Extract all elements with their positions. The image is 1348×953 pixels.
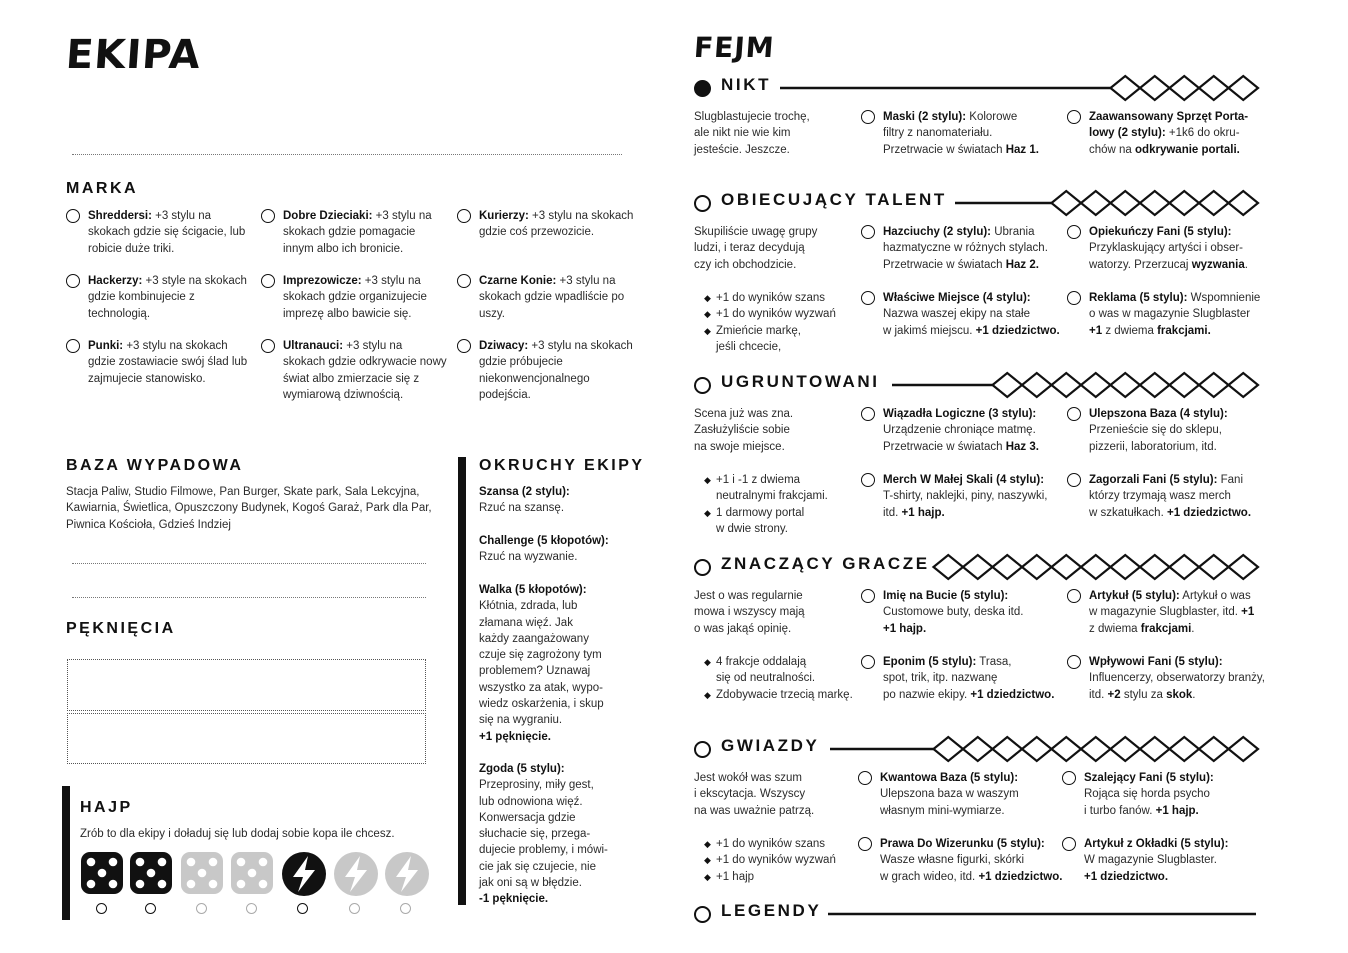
marka-option[interactable] (66, 338, 252, 387)
hajp-bolt-icon (333, 851, 379, 902)
marka-name: Shreddersi: (88, 210, 152, 222)
okruchy-effect: -1 pęknięcie. (479, 893, 549, 906)
marka-name: Dziwacy: (479, 340, 529, 352)
perk-checkbox[interactable] (861, 291, 875, 305)
perk-checkbox[interactable] (1067, 473, 1081, 487)
perk-text: Wspomnienie (1187, 292, 1261, 304)
marka-option[interactable] (457, 273, 635, 322)
okruchy-heading: OKRUCHY EKIPY (479, 457, 645, 474)
page-title-ekipa: EKIPA (64, 32, 203, 78)
tier-bullet: ◆ +1 do wyników wyzwań (704, 306, 836, 322)
perk-text: T-shirty, naklejki, piny, naszywki, (883, 490, 1048, 503)
perk-text: Kolorowe (966, 111, 1018, 123)
tier-bullet: ◆ Zdobywacie trzecią markę. (704, 687, 853, 703)
tier-bullet: ◆ +1 do wyników wyzwań (704, 852, 836, 868)
tier-bullets (704, 836, 836, 885)
okruchy-line: Rzuć na wyzwanie. (479, 551, 578, 564)
tier-description (694, 109, 810, 158)
checkbox-circle[interactable] (261, 274, 275, 288)
fame-perk[interactable] (1067, 224, 1292, 273)
perk-text: Influencerzy, obserwatorzy branży, (1089, 672, 1265, 685)
tier-marker[interactable] (694, 80, 711, 97)
perk-text: po nazwie ekipy. (883, 688, 971, 701)
perk-checkbox[interactable] (858, 837, 872, 851)
perk-bold: +1 dziedzictwo. (978, 870, 1063, 883)
perk-checkbox[interactable] (861, 473, 875, 487)
perk-checkbox[interactable] (1067, 589, 1081, 603)
perk-text: . (1244, 258, 1248, 271)
hajp-die-icon (129, 851, 173, 900)
perk-bold: lowy (2 stylu): (1089, 127, 1166, 140)
okruchy-line: problemem? Uznawaj (479, 665, 591, 678)
pekniecia-box-1[interactable] (67, 659, 426, 711)
hajp-die-icon (80, 851, 124, 900)
marka-name: Hackerzy: (88, 275, 143, 287)
checkbox-circle[interactable] (261, 339, 275, 353)
perk-text: Artykuł o was (1179, 590, 1251, 602)
pekniecia-box-2[interactable] (67, 713, 426, 764)
tier-desc-line: ale nikt nie wie kim (694, 127, 791, 140)
tier-marker[interactable] (694, 741, 711, 758)
fame-perk[interactable] (861, 224, 1086, 273)
perk-name: Opiekuńczy Fani (5 stylu): (1089, 226, 1232, 238)
hajp-checkbox[interactable] (145, 903, 156, 914)
pekniecia-heading: PĘKNIĘCIA (66, 620, 176, 637)
perk-text: w grach wideo, itd. (880, 870, 979, 883)
page-title-fejm: FEJM (692, 31, 776, 64)
tier-header (694, 900, 1278, 928)
okruchy-line: złamana więź. Jak (479, 616, 573, 629)
hajp-checkbox[interactable] (349, 903, 360, 914)
fame-perk[interactable] (1067, 588, 1292, 637)
okruchy-line: dujecie problemy, i mówi- (479, 844, 608, 857)
tier-name: GWIAZDY (721, 736, 820, 755)
okruchy-line: lub odnowiona więź. (479, 795, 583, 808)
perk-checkbox[interactable] (861, 110, 875, 124)
checkbox-circle[interactable] (457, 274, 471, 288)
perk-text: chów na (1089, 143, 1136, 156)
perk-bold: +1 dziedzictwo. (975, 324, 1060, 337)
perk-name: Merch W Małej Skali (4 stylu): (883, 474, 1045, 486)
perk-bold: Haz 1. (1005, 143, 1039, 156)
okruchy-title: Walka (5 kłopotów): (479, 584, 587, 596)
fame-perk[interactable] (861, 472, 1086, 521)
hajp-checkbox[interactable] (297, 903, 308, 914)
perk-text: hazmatyczne w różnych stylach. (883, 242, 1048, 255)
tier-bullet: ◆ +1 i -1 z dwiema (704, 472, 828, 488)
perk-text: Nazwa waszej ekipy na stałe (883, 308, 1031, 321)
tier-name: NIKT (721, 75, 772, 94)
perk-checkbox[interactable] (1067, 110, 1081, 124)
perk-text: +1k6 do okru- (1165, 127, 1240, 140)
tier-desc-line: Slugblastujecie trochę, (694, 111, 810, 123)
okruchy-effect: +1 pęknięcie. (479, 730, 551, 743)
marka-desc: +3 stylu na skokach gdzie organizujecie imprezę albo bawicie się. (283, 275, 427, 320)
tier-desc-line: czy ich obchodzicie. (694, 258, 797, 271)
tier-desc-line: mowa i wszyscy mają (694, 606, 805, 619)
tier-marker[interactable] (694, 559, 711, 576)
okruchy-line: słuchacie się, przega- (479, 828, 591, 841)
perk-bold: odkrywanie portali. (1135, 143, 1240, 156)
tier-name: OBIECUJĄCY TALENT (721, 190, 947, 209)
perk-checkbox[interactable] (858, 771, 872, 785)
marka-option[interactable] (66, 208, 252, 257)
marka-name: Punki: (88, 340, 124, 352)
checkbox-circle[interactable] (457, 339, 471, 353)
fame-perk[interactable] (858, 770, 1083, 819)
okruchy-item (479, 533, 639, 566)
perk-bold: +1 hajp. (1155, 804, 1199, 817)
perk-text: Fani (1217, 474, 1244, 486)
marka-option[interactable] (261, 208, 447, 257)
okruchy-title: Zgoda (5 stylu): (479, 763, 565, 775)
hajp-heading: HAJP (80, 799, 133, 816)
tier-bullet-cont: się od neutralności. (716, 672, 816, 685)
perk-name: Ulepszona Baza (4 stylu): (1089, 408, 1228, 420)
marka-desc: +3 style na skokach gdzie kombinujecie z technologią. (88, 275, 247, 320)
tier-bullet-cont: w dwie strony. (716, 522, 789, 535)
perk-checkbox[interactable] (1062, 771, 1076, 785)
marka-option[interactable] (457, 338, 635, 403)
perk-text: . (1192, 688, 1196, 701)
tier-name: ZNACZĄCY GRACZE (721, 554, 930, 573)
marka-desc: +3 stylu na skokach gdzie coś przewozicie. (479, 210, 634, 239)
perk-name: Artykuł (5 stylu): (1089, 590, 1180, 602)
tier-desc-line: Jest wokół was szum (694, 772, 803, 784)
perk-bold: +2 (1107, 688, 1121, 701)
fame-perk[interactable] (1067, 109, 1292, 158)
tier-bullet: ◆ +1 do wyników szans (704, 836, 836, 852)
okruchy-line: Przeprosiny, miły gest, (479, 779, 594, 792)
perk-bold: +1 (1241, 606, 1255, 619)
marka-desc: +3 stylu na skokach gdzie zostawiacie swój ślad lub zajmujecie stanowisko. (88, 340, 248, 385)
okruchy-bar (458, 457, 466, 905)
marka-option[interactable] (66, 273, 252, 322)
tier-description (694, 406, 793, 455)
tier-header (694, 553, 1278, 581)
okruchy-line: Konwersacja gdzie (479, 811, 576, 824)
tier-header (694, 189, 1278, 217)
crew-name-line[interactable] (72, 154, 622, 155)
tier-bullet-cont: neutralnymi frakcjami. (716, 490, 828, 503)
perk-text: filtry z nanomateriału. (883, 127, 993, 140)
perk-text: Ubrania (991, 226, 1035, 238)
perk-text: Przetrwacie w światach (883, 258, 1006, 271)
perk-text: Przetrwacie w światach (883, 440, 1006, 453)
tier-bullet: ◆ Zmieńcie markę, (704, 323, 836, 339)
marka-option[interactable] (261, 273, 447, 322)
baza-line-1[interactable] (72, 563, 426, 564)
okruchy-line: wiedz oskarżenia, i skup (479, 698, 604, 711)
okruchy-item (479, 484, 639, 517)
marka-desc: +3 stylu na skokach gdzie próbujecie niekonwencjonalnego podejścia. (479, 340, 633, 401)
tier-desc-line: Scena już was zna. (694, 408, 794, 420)
perk-bold: frakcjami (1140, 622, 1192, 635)
checkbox-circle[interactable] (66, 274, 80, 288)
hajp-die-icon (230, 851, 274, 900)
perk-text: . (1191, 622, 1195, 635)
perk-text: o was w magazynie Slugblaster (1089, 308, 1251, 321)
tier-name: LEGENDY (721, 901, 822, 920)
tier-bullets (704, 472, 828, 537)
marka-name: Czarne Konie: (479, 275, 557, 287)
perk-name: Eponim (5 stylu): (883, 656, 977, 668)
marka-heading: MARKA (66, 180, 139, 197)
hajp-bar (62, 786, 70, 920)
perk-text: pizzerii, laboratorium, itd. (1089, 440, 1217, 453)
perk-name: Właściwe Miejsce (4 stylu): (883, 292, 1031, 304)
perk-name: Maski (2 stylu): (883, 111, 967, 123)
perk-checkbox[interactable] (861, 655, 875, 669)
tier-desc-line: na was uważnie patrzą. (694, 804, 815, 817)
baza-line-2[interactable] (72, 597, 426, 598)
tier-marker[interactable] (694, 195, 711, 212)
perk-checkbox[interactable] (861, 407, 875, 421)
tier-bullets (704, 290, 836, 355)
tier-desc-line: Zasłużyliście sobie (694, 424, 790, 437)
perk-text: watorzy. Przerzucaj (1089, 258, 1192, 271)
marka-name: Kurierzy: (479, 210, 529, 222)
tier-bullet: ◆ +1 do wyników szans (704, 290, 836, 306)
perk-name: Zaawansowany Sprzęt Porta- (1089, 111, 1249, 123)
tier-desc-line: i ekscytacja. Wszyscy (694, 788, 806, 801)
perk-text: własnym mini-wymiarze. (880, 804, 1005, 817)
perk-bold: +1 dziedzictwo. (970, 688, 1055, 701)
tier-name: UGRUNTOWANI (721, 372, 880, 391)
perk-text: itd. (1089, 688, 1108, 701)
perk-bold: Haz 3. (1005, 440, 1039, 453)
perk-bold: Haz 2. (1005, 258, 1039, 271)
fame-perk[interactable] (1062, 836, 1287, 885)
tier-bullet: ◆ +1 hajp (704, 869, 836, 885)
okruchy-title: Challenge (5 kłopotów): (479, 535, 609, 547)
perk-checkbox[interactable] (1062, 837, 1076, 851)
okruchy-line: jak oni są w błędzie. (479, 877, 582, 890)
perk-text: Trasa, (976, 656, 1012, 668)
baza-text: Stacja Paliw, Studio Filmowe, Pan Burger, Skate park, Sala Lekcyjna, Kawiarnia, Świetlica, Opuszczony Budynek, Kogoś Garaż, Park dla Par, Piwnica Kościoła, Gdzieś Indziej (66, 486, 432, 531)
perk-checkbox[interactable] (1067, 655, 1081, 669)
okruchy-line: Rzuć na szansę. (479, 502, 565, 515)
perk-name: Szalejący Fani (5 stylu): (1084, 772, 1214, 784)
checkbox-circle[interactable] (457, 209, 471, 223)
tier-header (694, 74, 1278, 102)
perk-text: z dwiema (1102, 324, 1158, 337)
perk-text: w szkatułkach. (1089, 506, 1167, 519)
tier-desc-line: o was jakąś opinię. (694, 622, 792, 635)
perk-text: Wasze własne figurki, skórki (880, 854, 1025, 867)
marka-desc: +3 stylu na skokach gdzie wpadliście po uszy. (479, 275, 625, 320)
perk-name: Imię na Bucie (5 stylu): (883, 590, 1009, 602)
perk-checkbox[interactable] (861, 589, 875, 603)
perk-text: Urządzenie chroniące matmę. (883, 424, 1036, 437)
perk-text: w magazynie Slugblaster, itd. (1089, 606, 1242, 619)
marka-desc: +3 stylu na skokach gdzie odkrywacie nowy świat albo zmierzacie się z wymiarową dziwnością. (283, 340, 447, 401)
fame-perk[interactable] (1067, 406, 1292, 455)
fame-perk[interactable] (1067, 472, 1292, 521)
fame-perk[interactable] (858, 836, 1083, 885)
tier-bullets (704, 654, 853, 703)
perk-text: Przetrwacie w światach (883, 143, 1006, 156)
tier-header (694, 735, 1278, 763)
perk-bold: +1 hajp. (901, 506, 945, 519)
okruchy-title: Szansa (2 stylu): (479, 486, 570, 498)
fame-perk[interactable] (1067, 290, 1292, 339)
tier-marker[interactable] (694, 377, 711, 394)
perk-name: Wpływowi Fani (5 stylu): (1089, 656, 1223, 668)
perk-text: Przyklaskujący artyści i obser- (1089, 242, 1244, 255)
okruchy-line: czuje się zagrożony tym (479, 649, 602, 662)
perk-bold: +1 dziedzictwo. (1166, 506, 1252, 519)
hajp-checkbox[interactable] (400, 903, 411, 914)
tier-bullet: ◆ 4 frakcje oddalają (704, 654, 853, 670)
checkbox-circle[interactable] (66, 339, 80, 353)
checkbox-circle[interactable] (261, 209, 275, 223)
tier-desc-line: Skupiliście uwagę grupy (694, 226, 818, 238)
perk-name: Wiązadła Logiczne (3 stylu): (883, 408, 1037, 420)
perk-checkbox[interactable] (1067, 291, 1081, 305)
hajp-checkbox[interactable] (196, 903, 207, 914)
perk-bold: frakcjami. (1157, 324, 1211, 337)
fame-perk[interactable] (1062, 770, 1287, 819)
perk-text: i turbo fanów. (1084, 804, 1156, 817)
marka-name: Ultranauci: (283, 340, 344, 352)
perk-bold: +1 (1089, 324, 1103, 337)
tier-marker[interactable] (694, 906, 711, 923)
tier-desc-line: na swoje miejsce. (694, 440, 785, 453)
perk-text: itd. (883, 506, 902, 519)
perk-name: Zagorzali Fani (5 stylu): (1089, 474, 1218, 486)
perk-text: z dwiema (1089, 622, 1141, 635)
perk-name: Kwantowa Baza (5 stylu): (880, 772, 1019, 784)
tier-bullet-cont: jeśli chcecie, (716, 340, 782, 353)
okruchy-item (479, 761, 639, 908)
hajp-checkbox[interactable] (246, 903, 257, 914)
marka-option[interactable] (261, 338, 447, 403)
tier-description (694, 588, 805, 637)
perk-name: Hazciuchy (2 stylu): (883, 226, 991, 238)
tier-description (694, 770, 814, 819)
okruchy-line: się na wygraniu. (479, 714, 563, 727)
tier-desc-line: Jest o was regularnie (694, 590, 803, 602)
baza-heading: BAZA WYPADOWA (66, 457, 244, 474)
perk-text: Przenieście się do sklepu, (1089, 424, 1222, 437)
okruchy-line: każdy zaangażowany (479, 632, 589, 645)
perk-name: Reklama (5 stylu): (1089, 292, 1188, 304)
okruchy-line: wszystko za atak, wypo- (479, 681, 603, 694)
marka-name: Dobre Dzieciaki: (283, 210, 373, 222)
perk-text: Ulepszona baza w waszym (880, 788, 1019, 801)
perk-text: stylu za (1120, 688, 1167, 701)
perk-name: Prawa Do Wizerunku (5 stylu): (880, 838, 1045, 850)
marka-desc: +3 stylu na skokach gdzie się ścigacie, lub robicie duże triki. (88, 210, 246, 255)
perk-text: w jakimś miejscu. (883, 324, 976, 337)
perk-bold: +1 dziedzictwo. (1084, 870, 1169, 883)
tier-desc-line: ludzi, i teraz decydują (694, 242, 805, 255)
fame-perk[interactable] (861, 588, 1086, 637)
tier-description (694, 224, 817, 273)
perk-bold: skok (1166, 688, 1193, 701)
okruchy-item (479, 582, 639, 745)
perk-text: W magazynie Slugblaster. (1084, 854, 1217, 867)
perk-checkbox[interactable] (861, 225, 875, 239)
hajp-bolt-icon (384, 851, 430, 902)
tier-bullet: ◆ 1 darmowy portal (704, 505, 828, 521)
perk-checkbox[interactable] (1067, 407, 1081, 421)
checkbox-circle[interactable] (66, 209, 80, 223)
okruchy-line: cie jak się czujecie, nie (479, 860, 596, 873)
perk-text: Rojąca się horda psycho (1084, 788, 1210, 801)
perk-text: spot, trik, itp. nazwanę (883, 672, 998, 685)
hajp-text: Zrób to dla ekipy i doładuj się lub dodaj sobie kopa ile chcesz. (80, 828, 395, 840)
marka-desc: +3 stylu na skokach gdzie pomagacie innym albo ich bronicie. (283, 210, 432, 255)
perk-bold: +1 hajp. (883, 622, 927, 635)
perk-text: Customowe buty, deska itd. (883, 606, 1024, 619)
fame-perk[interactable] (861, 654, 1086, 703)
perk-name: Artykuł z Okładki (5 stylu): (1084, 838, 1229, 850)
perk-text: którzy trzymają wasz merch (1089, 490, 1231, 503)
tier-desc-line: jesteście. Jeszcze. (694, 143, 790, 156)
perk-bold: wyzwania (1191, 258, 1245, 271)
tier-header (694, 371, 1278, 399)
fame-perk[interactable] (1067, 654, 1292, 703)
fame-perk[interactable] (861, 406, 1086, 455)
fame-track (694, 74, 1262, 102)
hajp-die-icon (180, 851, 224, 900)
fame-perk[interactable] (861, 109, 1086, 158)
perk-checkbox[interactable] (1067, 225, 1081, 239)
hajp-checkbox[interactable] (96, 903, 107, 914)
marka-option[interactable] (457, 208, 635, 241)
fame-perk[interactable] (861, 290, 1086, 339)
okruchy-line: Kłótnia, zdrada, lub (479, 600, 578, 613)
marka-name: Imprezowicze: (283, 275, 362, 287)
hajp-bolt-icon (281, 851, 327, 902)
